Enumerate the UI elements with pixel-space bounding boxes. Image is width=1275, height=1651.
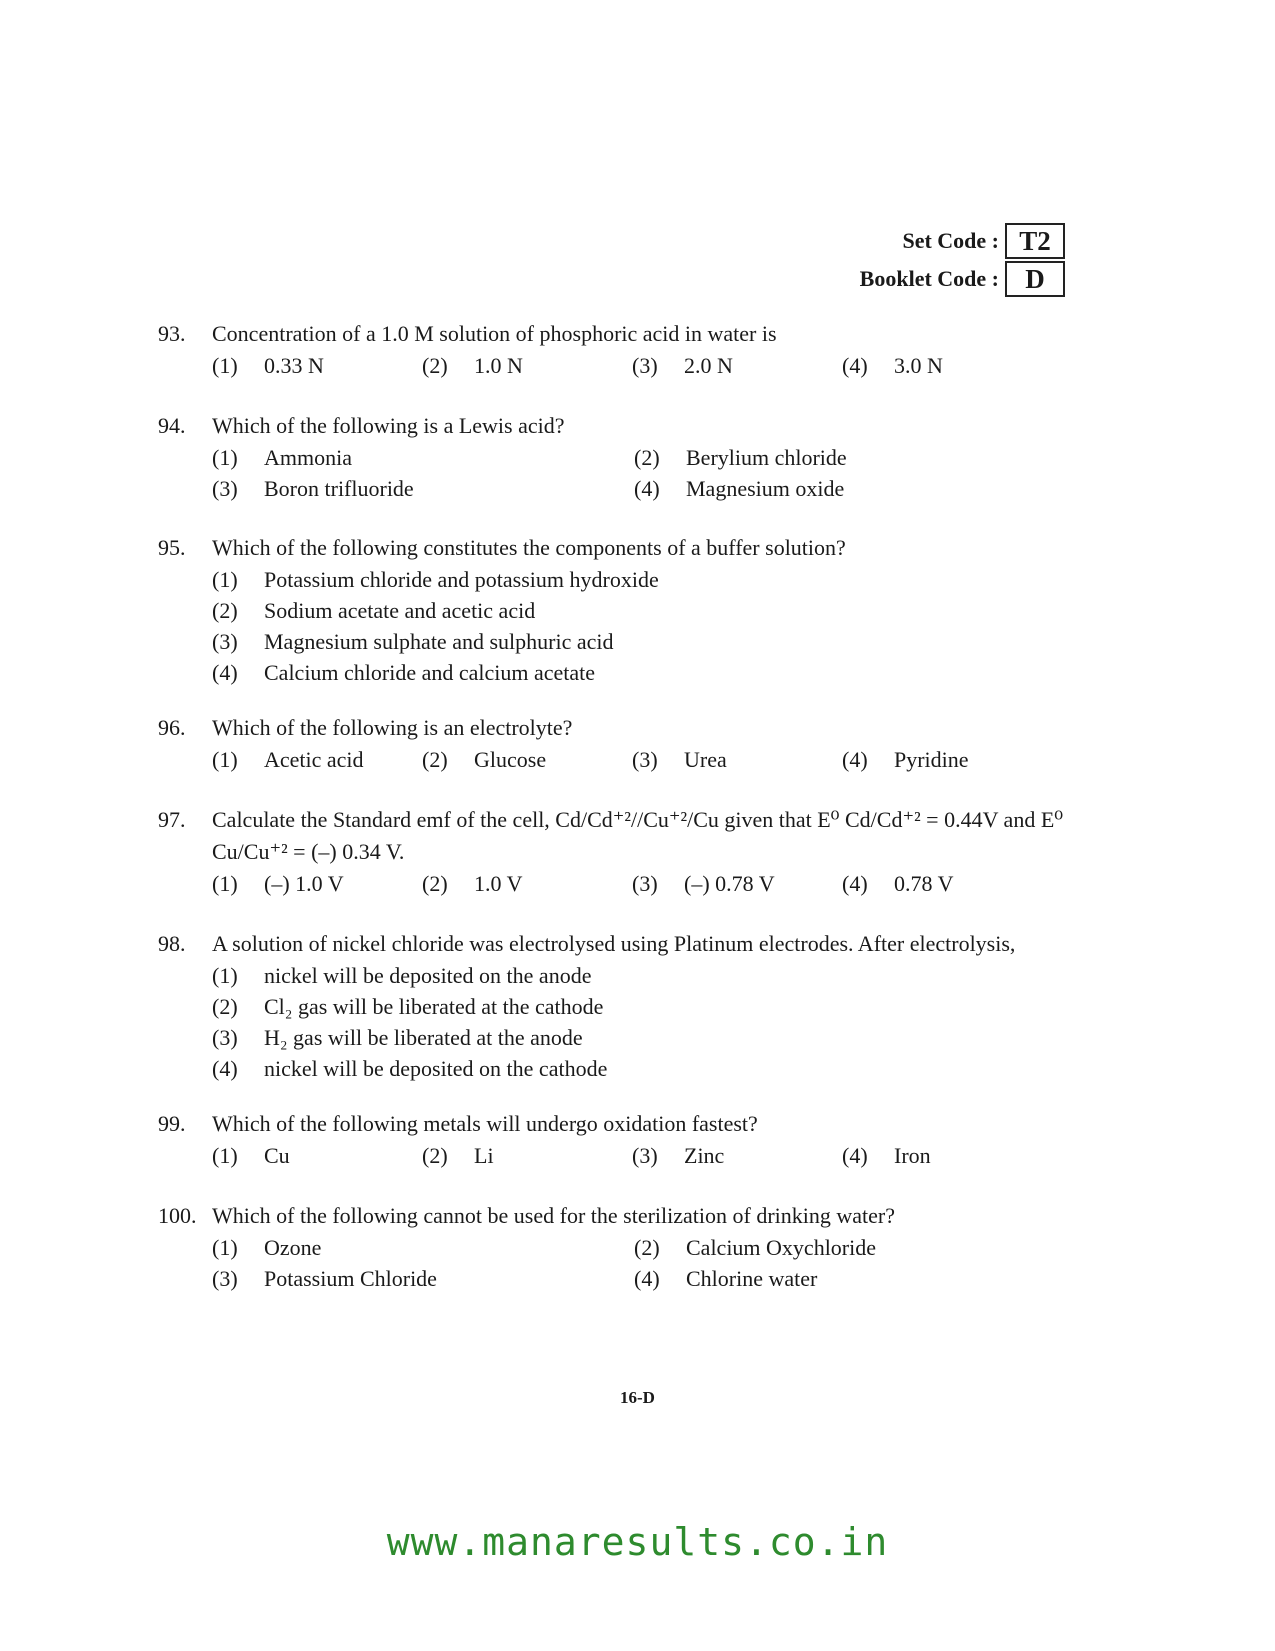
question-number: 100. <box>158 1203 197 1228</box>
watermark-url: www.manaresults.co.in <box>386 1520 889 1564</box>
question-number: 95. <box>158 535 186 560</box>
option: (2) Berylium chloride <box>634 445 847 470</box>
booklet-code-row <box>860 260 1065 298</box>
question-number: 98. <box>158 931 186 956</box>
question-text: Concentration of a 1.0 M solution of phosphoric acid in water is <box>212 321 777 346</box>
question-100 <box>158 1200 1118 1294</box>
option: (1) (–) 1.0 V <box>212 871 344 896</box>
option: (4) Iron <box>842 1143 931 1168</box>
option: (4) Pyridine <box>842 747 969 772</box>
set-code-label: Set Code : <box>902 228 999 253</box>
codes-block <box>860 222 1065 298</box>
question-text: Calculate the Standard emf of the cell, Cd/Cd⁺²//Cu⁺²/Cu given that E⁰ Cd/Cd⁺² = 0.44V and E⁰ Cu/Cu⁺² = (–) 0.34 V. <box>212 807 1064 864</box>
option: (3) (–) 0.78 V <box>632 871 775 896</box>
option: (4) Magnesium oxide <box>634 476 845 501</box>
option: (1) Acetic acid <box>212 747 364 772</box>
question-96 <box>158 712 1118 776</box>
option: (2) 1.0 N <box>422 353 523 378</box>
option: (2) Sodium acetate and acetic acid <box>212 598 536 623</box>
booklet-code-label: Booklet Code : <box>859 266 999 291</box>
option: (2) 1.0 V <box>422 871 523 896</box>
option: (3) Magnesium sulphate and sulphuric acid <box>212 629 614 654</box>
option: (1) Cu <box>212 1143 290 1168</box>
set-code-row <box>860 222 1065 260</box>
question-95 <box>158 532 1118 688</box>
question-93 <box>158 318 1118 382</box>
option: (1) nickel will be deposited on the anode <box>212 963 592 988</box>
option: (2) Cl₂ gas will be liberated at the cathode <box>212 994 604 1019</box>
option: (1) 0.33 N <box>212 353 324 378</box>
set-code-box: T2 <box>1005 223 1065 259</box>
option: (3) Potassium Chloride <box>212 1266 437 1291</box>
question-97 <box>158 804 1118 900</box>
option: (1) Ammonia <box>212 445 352 470</box>
question-text: Which of the following is a Lewis acid? <box>212 413 565 438</box>
question-99 <box>158 1108 1118 1172</box>
option: (4) Calcium chloride and calcium acetate <box>212 660 596 685</box>
option: (4) Chlorine water <box>634 1266 818 1291</box>
question-number: 97. <box>158 807 186 832</box>
option: (3) Zinc <box>632 1143 725 1168</box>
question-number: 93. <box>158 321 186 346</box>
option: (3) H₂ gas will be liberated at the anode <box>212 1025 583 1050</box>
option: (1) Potassium chloride and potassium hydroxide <box>212 567 659 592</box>
option: (4) 0.78 V <box>842 871 954 896</box>
question-number: 99. <box>158 1111 186 1136</box>
question-text: Which of the following constitutes the components of a buffer solution? <box>212 535 846 560</box>
option: (2) Calcium Oxychloride <box>634 1235 877 1260</box>
question-text: Which of the following metals will undergo oxidation fastest? <box>212 1111 758 1136</box>
question-number: 94. <box>158 413 186 438</box>
option: (3) Boron trifluoride <box>212 476 414 501</box>
booklet-code-box: D <box>1005 261 1065 297</box>
option: (4) nickel will be deposited on the cathode <box>212 1056 608 1081</box>
question-number: 96. <box>158 715 186 740</box>
question-98 <box>158 928 1118 1084</box>
option: (1) Ozone <box>212 1235 322 1260</box>
question-text: Which of the following cannot be used for the sterilization of drinking water? <box>212 1203 896 1228</box>
option: (3) 2.0 N <box>632 353 733 378</box>
option: (2) Li <box>422 1143 494 1168</box>
option: (3) Urea <box>632 747 727 772</box>
option: (4) 3.0 N <box>842 353 943 378</box>
option: (2) Glucose <box>422 747 547 772</box>
question-94 <box>158 410 1118 504</box>
question-text: Which of the following is an electrolyte? <box>212 715 573 740</box>
question-text: A solution of nickel chloride was electrolysed using Platinum electrodes. After electrolysis, <box>212 931 1016 956</box>
page-code: 16-D <box>620 1388 655 1407</box>
